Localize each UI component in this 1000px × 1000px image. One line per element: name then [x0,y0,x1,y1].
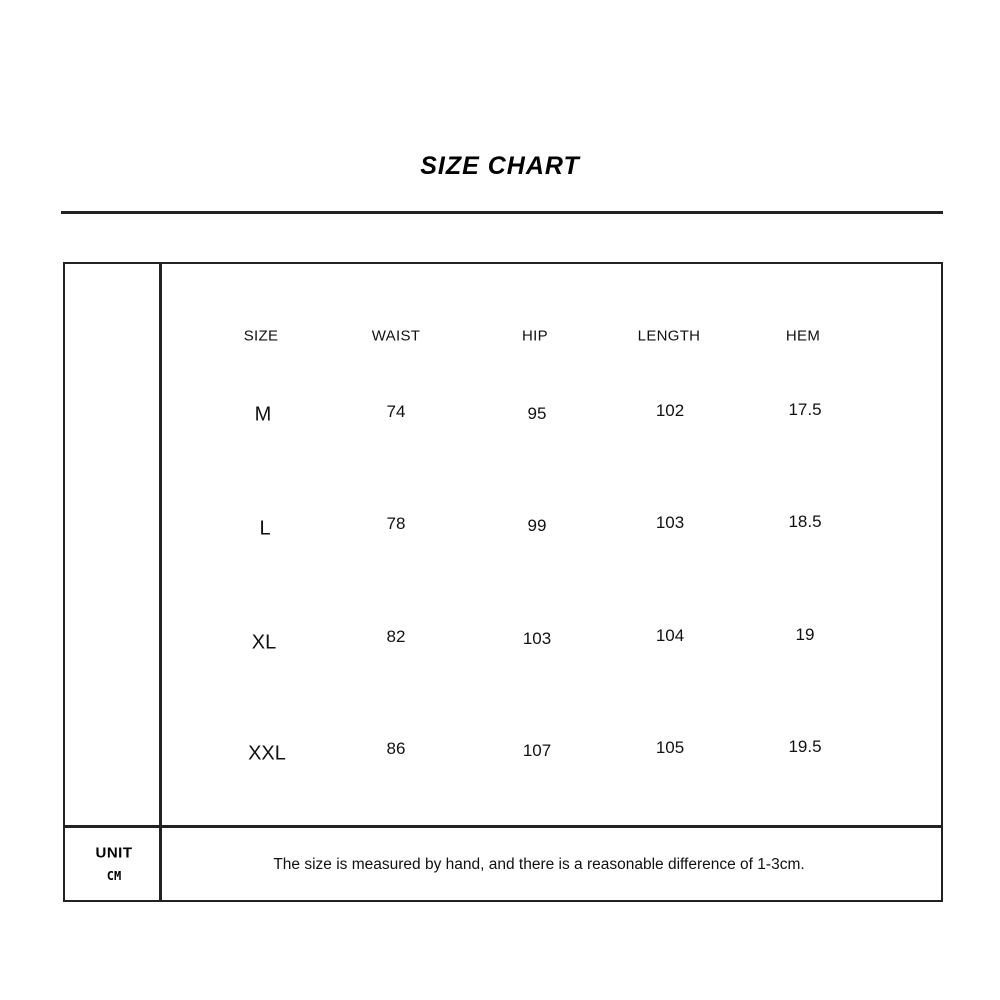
row-hip: 103 [522,629,552,648]
page-title: SIZE CHART [420,152,580,180]
unit-value: CM [106,869,122,883]
row-waist: 82 [386,627,406,646]
row-size: L [259,517,271,540]
header-hip: HIP [522,327,548,345]
row-hem: 18.5 [788,512,822,531]
header-size: SIZE [243,327,279,345]
header-length: LENGTH [637,327,701,345]
row-hip: 99 [527,516,547,535]
row-size: XXL [248,742,286,765]
measurement-note: The size is measured by hand, and there is a reasonable difference of 1-3cm. [273,856,805,873]
table-footer-divider [63,825,941,828]
row-hem: 17.5 [788,400,822,419]
row-waist: 74 [386,402,406,421]
row-waist: 78 [386,514,406,533]
table-left-column-divider [159,262,162,902]
row-hip: 95 [527,404,547,423]
row-hem: 19 [795,625,815,644]
row-length: 103 [655,513,685,532]
row-length: 105 [655,738,685,757]
row-hem: 19.5 [788,737,822,756]
row-length: 102 [655,401,685,420]
row-size: XL [251,631,277,654]
header-hem: HEM [785,327,821,345]
unit-label: UNIT [95,844,133,862]
row-length: 104 [655,626,685,645]
row-waist: 86 [386,739,406,758]
row-size: M [254,403,272,426]
size-table-frame [63,262,943,902]
title-divider [61,211,943,214]
row-hip: 107 [522,741,552,760]
header-waist: WAIST [371,327,421,345]
